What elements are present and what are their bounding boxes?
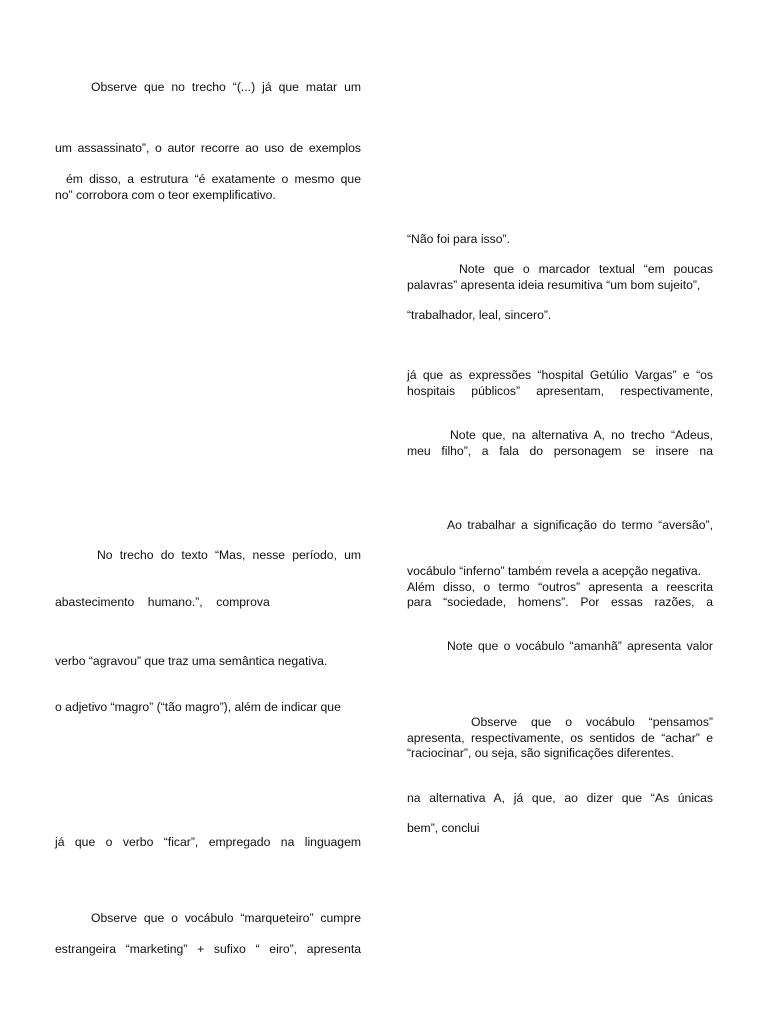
paragraph-conclui: [407, 821, 713, 837]
text-line: “trabalhador, leal, sincero”.: [407, 308, 552, 322]
text-line: Ao trabalhar a significação do termo “aversão”,: [447, 518, 713, 532]
text-line: Observe que o vocábulo “pensamos”: [471, 715, 713, 729]
paragraph-ficar: [55, 835, 361, 851]
text-line: Observe que no trecho “(...) já que matar um: [91, 80, 361, 94]
text-line: Observe que o vocábulo “marqueteiro” cumpre: [91, 911, 361, 925]
paragraph-amanha: [407, 639, 713, 655]
text-line: apresenta, respectivamente, os sentidos de “achar” e: [407, 730, 713, 745]
paragraph-adeus: [407, 428, 713, 459]
text-line: ém disso, a estrutura “é exatamente o mesmo que: [66, 172, 361, 186]
paragraph-alternativa-a: [407, 791, 713, 807]
text-line: um assassinato”, o autor recorre ao uso de exemplos: [55, 141, 361, 155]
paragraph-abastecimento: [55, 595, 361, 611]
text-line: No trecho do texto “Mas, nesse período, um: [97, 548, 361, 562]
text-line: meu filho”, a fala do personagem se insere na: [407, 443, 713, 458]
text-line: “raciocinar”, ou seja, são significações diferentes.: [407, 746, 674, 760]
text-line: na alternativa A, já que, ao dizer que “As únicas: [407, 791, 713, 805]
text-line: Note que o marcador textual “em poucas: [459, 262, 713, 276]
paragraph-inferno: [407, 564, 713, 611]
paragraph-estrangeira: [55, 942, 361, 958]
paragraph-no-trecho: [55, 548, 361, 564]
paragraph-pensamos: [407, 715, 713, 762]
text-line: no” corrobora com o teor exemplificativo.: [55, 187, 276, 202]
text-line: hospitais públicos” apresentam, respectivamente,: [407, 383, 713, 398]
text-line: abastecimento humano.”, comprova: [55, 595, 270, 609]
paragraph-assassinato: [55, 141, 361, 157]
paragraph-marcador-textual: [407, 262, 713, 293]
text-line: palavras” apresenta ideia resumitiva “um bom sujeito”,: [407, 277, 701, 292]
paragraph-trabalhador: [407, 308, 713, 324]
text-line: Note que, na alternativa A, no trecho “Adeus,: [450, 428, 713, 442]
paragraph-magro: [55, 700, 361, 716]
text-line: Note que o vocábulo “amanhã” apresenta valor: [447, 639, 713, 653]
text-line: estrangeira “marketing” + sufixo “ eiro”, apresenta: [55, 942, 361, 956]
text-line: Além disso, o termo “outros” apresenta a reescrita: [407, 579, 713, 594]
paragraph-agravou: [55, 654, 361, 670]
paragraph-alem-disso: [55, 172, 361, 203]
text-line: já que o verbo “ficar”, empregado na linguagem: [55, 835, 361, 849]
paragraph-marqueteiro: [55, 911, 361, 927]
text-line: “Não foi para isso”.: [407, 232, 510, 246]
paragraph-observe-trecho: [55, 80, 361, 96]
text-line: verbo “agravou” que traz uma semântica negativa.: [55, 654, 328, 668]
text-line: para “sociedade, homens”. Por essas razões, a: [407, 595, 713, 609]
text-line: já que as expressões “hospital Getúlio Vargas” e “os: [407, 368, 713, 382]
paragraph-nao-foi: [407, 232, 713, 248]
paragraph-expressoes: [407, 368, 713, 399]
text-line: bem”, conclui: [407, 821, 480, 835]
text-line: vocábulo “inferno” também revela a acepção negativa.: [407, 564, 702, 578]
text-line: o adjetivo “magro” (“tão magro”), além de indicar que: [55, 700, 341, 714]
paragraph-aversao: [407, 518, 713, 534]
